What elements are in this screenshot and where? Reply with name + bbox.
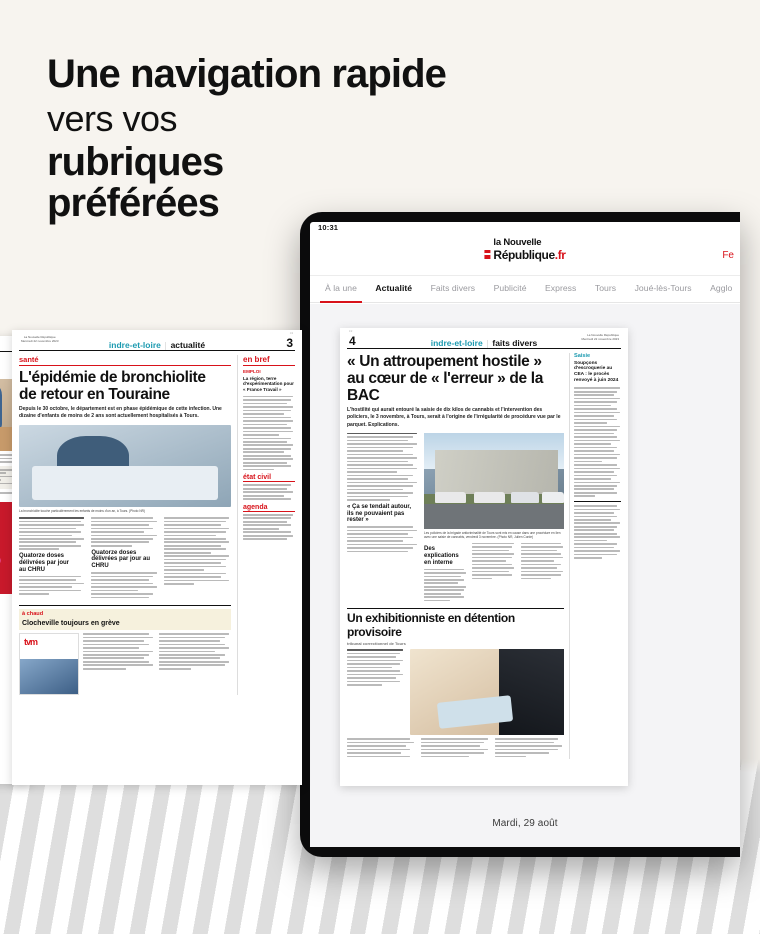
article-standfirst-left: Depuis le 30 octobre, le département est en phase épidémique de cette infection. Une dizaine d'enfants de moins de 2 ans sont actuellement hospitalisés à Tours.: [19, 406, 222, 420]
en-bref-kicker: EMPLOI: [243, 369, 261, 374]
agenda-header: agenda: [243, 504, 295, 512]
article-standfirst-right: L'hostilité qui aurait entouré la saisie de dix kilos de cannabis et l'intervention des policiers, le 3 novembre, à Tours, serait à l'origine de l'irrégularité de procédure vue par le parquet. Explications.: [347, 407, 561, 428]
app-header: [310, 234, 740, 276]
en-bref-title: en bref: [243, 355, 295, 366]
section-tab-bar[interactable]: [310, 276, 740, 303]
page-section-left: actualité: [170, 340, 206, 350]
body-column-1: [19, 517, 86, 600]
photo-caption-right: Les policiers de la brigade anticriminalité de Tours sont mis en cause dans une procédure en lien avec une saisie de cannabis, vendredi 3 novembre. (Photo NR, Julien Corde): [424, 530, 561, 540]
tab-faits-divers[interactable]: Faits divers: [430, 283, 476, 293]
body-subhead-2: Quatorze doses délivrées par jour au CHRU: [91, 549, 151, 570]
promo-headline: [47, 54, 567, 225]
page-number-right: 4: [349, 334, 356, 348]
en-bref-headline: La région, terre d'expérimentation pour « France Travail »: [243, 375, 294, 392]
body-column-2: [91, 517, 158, 600]
achaud-kicker: à chaud: [19, 609, 231, 618]
logo-line2: République.fr: [493, 247, 566, 262]
article2-photo: [410, 649, 564, 735]
body-subhead-1: Quatorze doses délivrées par jour au CHRU: [19, 553, 70, 573]
page-sep-left: |: [164, 340, 167, 350]
page-header-right: 1/2 4 indre-et-loire | faits divers La Nouvelle République Mercredi 22 novembre 2023: [349, 330, 619, 348]
en-bref-rail: [237, 355, 295, 695]
masthead-right: La Nouvelle République Mercredi 22 novembre 2023: [581, 333, 619, 341]
page-header-left: 1/2 La Nouvelle République Mercredi 22 novembre 2023 indre-et-loire | actualité 3: [21, 332, 293, 350]
newspaper-page-right[interactable]: [340, 328, 628, 786]
article-headline-right-1: « Un attroupement hostile »: [347, 353, 542, 370]
logo-line1: la Nouvelle: [493, 237, 542, 248]
page-section-right: faits divers: [492, 338, 538, 348]
page-number-left: 3: [286, 336, 293, 350]
promo-headline-line2: vers vos: [47, 98, 178, 140]
feuilleter-button[interactable]: Fe: [722, 250, 734, 261]
page-rubric-right: indre-et-loire: [430, 338, 483, 348]
tab-express[interactable]: Express: [544, 283, 577, 293]
tv-magazine-promo[interactable]: [19, 633, 79, 695]
article-headline-right-2nd: Un exhibitionniste en détention provisoire: [347, 611, 515, 639]
nouvelle-republique-logo[interactable]: [484, 238, 565, 261]
tab-joue-les-tours[interactable]: Joué-lès-Tours: [634, 283, 692, 293]
tab-publicite[interactable]: Publicité: [493, 283, 527, 293]
tv-magazine-logo: tvm: [24, 637, 38, 648]
etat-civil-header: état civil: [243, 474, 295, 482]
logo-domain-suffix: .fr: [554, 247, 566, 262]
article-headline-right-2: au cœur de « l'erreur » de la BAC: [347, 370, 543, 405]
article-headline-left-1: L'épidémie de bronchiolite: [19, 369, 206, 386]
status-clock: 10:31: [318, 223, 339, 232]
page-sep-right: |: [486, 338, 489, 348]
edition-date-label: Mardi, 29 août: [492, 818, 558, 829]
body-subhead-right-1: Des explications en interne: [424, 545, 459, 566]
article-photo-hospital: [19, 425, 231, 507]
masthead-left: La Nouvelle République Mercredi 22 novembre 2023: [21, 335, 59, 343]
tab-tours[interactable]: Tours: [594, 283, 617, 293]
promo-headline-line1: Une navigation rapide: [47, 52, 446, 96]
photo-caption-left: La bronchiolite touche particulièrement les enfants de moins d'un an, à Tours. (Photo NR): [19, 508, 145, 513]
tab-a-la-une[interactable]: À la une: [318, 276, 364, 303]
tab-agglo[interactable]: Agglo: [710, 283, 733, 293]
body-column-right-1: [347, 433, 419, 603]
pullquote-right: « Ça se tendait autour, ils ne pouvaient pas rester »: [347, 503, 412, 524]
article-photo-police-station: [424, 433, 564, 529]
achaud-headline: Clocheville toujours en grève: [19, 618, 231, 630]
newspaper-page-left[interactable]: [12, 330, 302, 785]
page-rubric-left: indre-et-loire: [108, 340, 161, 350]
article-kicker-sante: santé: [19, 355, 231, 366]
promo-headline-line3: rubriques: [47, 139, 224, 184]
tab-actualite[interactable]: Actualité: [375, 283, 413, 293]
body-column-3: [164, 517, 231, 600]
article-headline-left-2: de retour en Touraine: [19, 386, 170, 404]
promo-headline-line4: préférées: [47, 181, 220, 226]
right-rail: [569, 353, 621, 759]
sidebar-kicker: Saisie: [574, 353, 591, 359]
article2-kicker: tribunal correctionnel de Tours: [347, 641, 406, 647]
sidebar-headline: Soupçons d'escroquerie au CEA : le procès renvoyé à juin 2024: [574, 360, 619, 384]
